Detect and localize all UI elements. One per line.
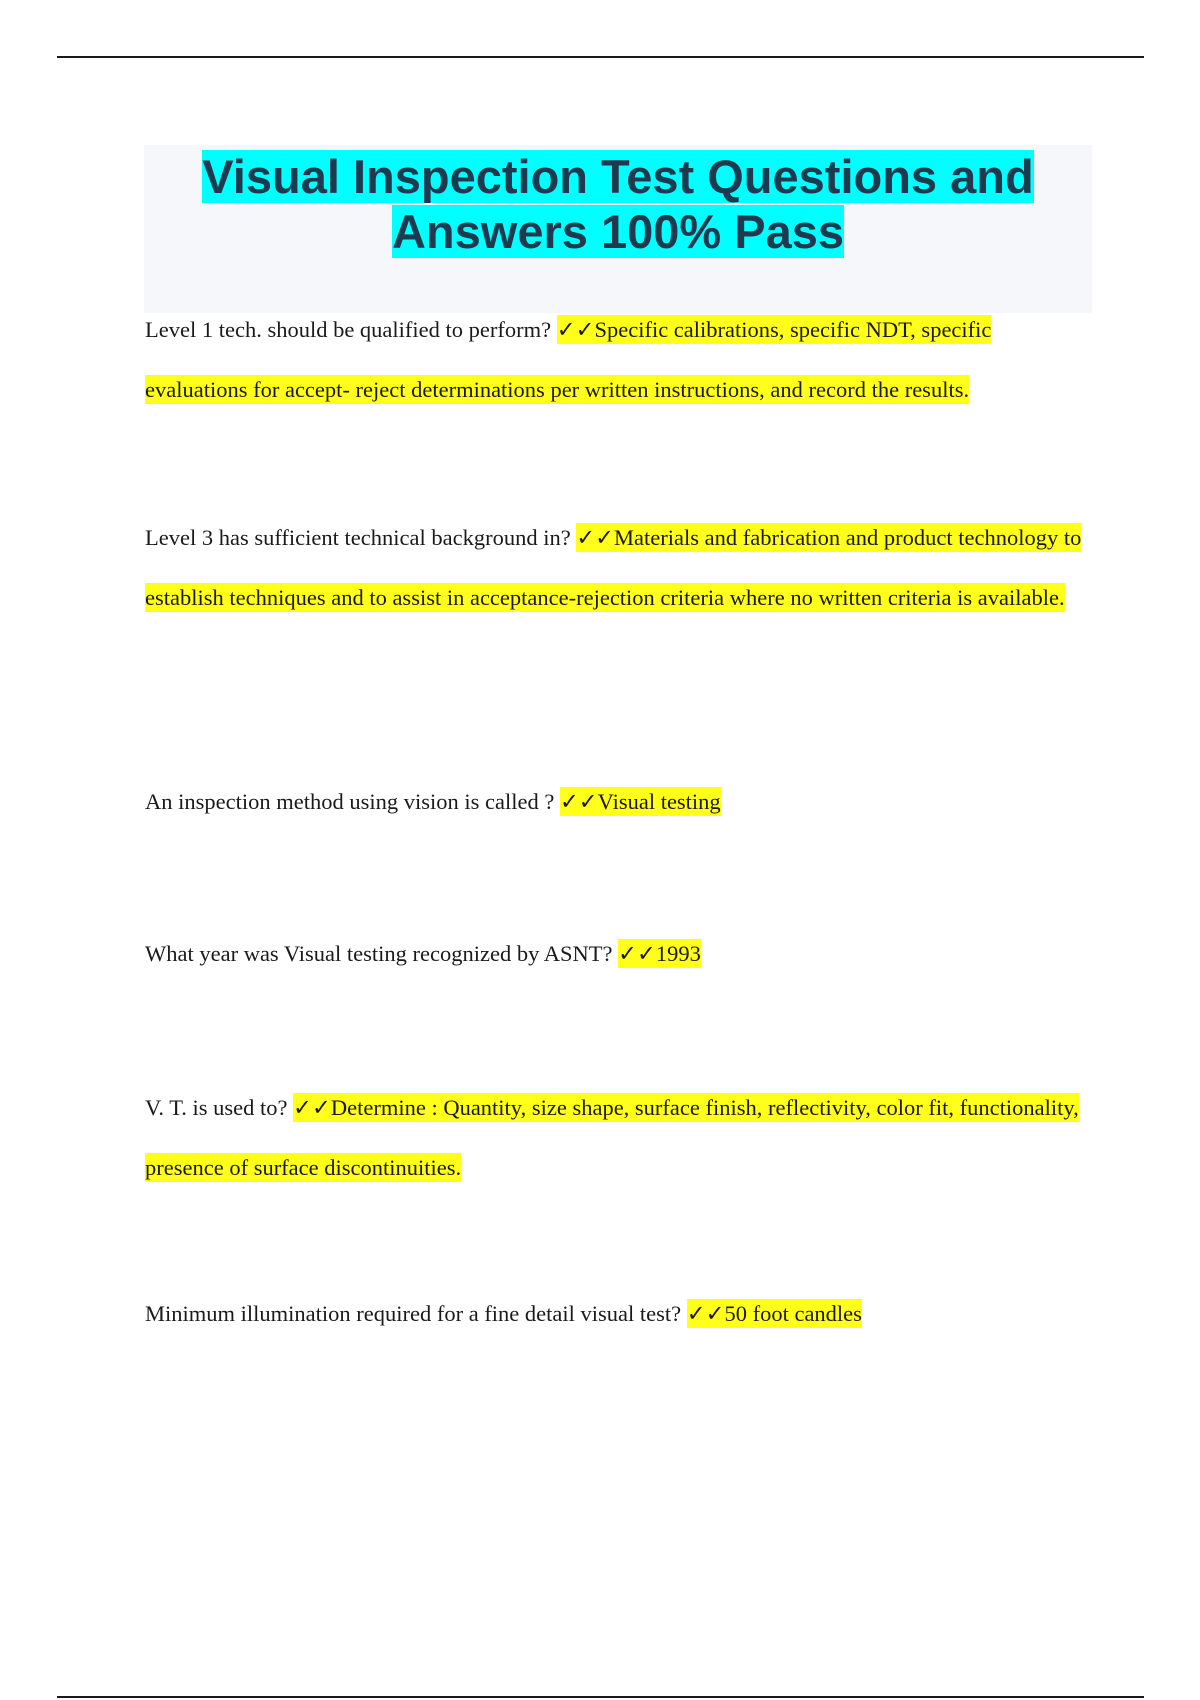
question-text: Minimum illumination required for a fine detail visual test? <box>145 1301 682 1326</box>
answer-highlight <box>618 939 701 968</box>
qa-item <box>145 772 1085 832</box>
answer-text: Determine : Quantity, size shape, surface finish, reflectivity, color fit, functionality, presence of surface discontinuities. <box>145 1095 1079 1180</box>
qa-item <box>145 508 1085 628</box>
answer-text: 1993 <box>655 941 701 966</box>
answer-text: 50 foot candles <box>724 1301 862 1326</box>
header-rule <box>57 56 1144 58</box>
question-text: Level 1 tech. should be qualified to perform? <box>145 317 552 342</box>
title-box <box>144 145 1092 313</box>
question-text: Level 3 has sufficient technical background in? <box>145 525 571 550</box>
answer-highlight <box>687 1299 862 1328</box>
question-text: An inspection method using vision is called ? <box>145 789 555 814</box>
question-text: What year was Visual testing recognized by ASNT? <box>145 941 613 966</box>
check-marks-icon: ✓✓ <box>618 941 656 966</box>
answer-text: Specific calibrations, specific NDT, specific evaluations for accept- reject determinations per written instructions, and record the results. <box>145 317 992 402</box>
answer-text: Materials and fabrication and product technology to establish techniques and to assist in acceptance-rejection criteria where no written criteria is available. <box>145 525 1082 610</box>
qa-item <box>145 1078 1085 1198</box>
check-marks-icon: ✓✓ <box>556 317 595 342</box>
answer-text: Visual testing <box>597 789 721 814</box>
qa-item <box>145 924 1085 984</box>
document-title <box>144 145 1092 259</box>
question-text: V. T. is used to? <box>145 1095 288 1120</box>
check-marks-icon: ✓✓ <box>686 1301 725 1326</box>
qa-item <box>145 1284 1085 1344</box>
document-title-text: Visual Inspection Test Questions and Answers 100% Pass <box>202 150 1034 258</box>
qa-item <box>145 300 1085 420</box>
footer-rule <box>57 1696 1144 1698</box>
answer-highlight <box>560 787 721 816</box>
check-marks-icon: ✓✓ <box>576 525 615 550</box>
check-marks-icon: ✓✓ <box>293 1095 331 1120</box>
check-marks-icon: ✓✓ <box>559 789 598 814</box>
